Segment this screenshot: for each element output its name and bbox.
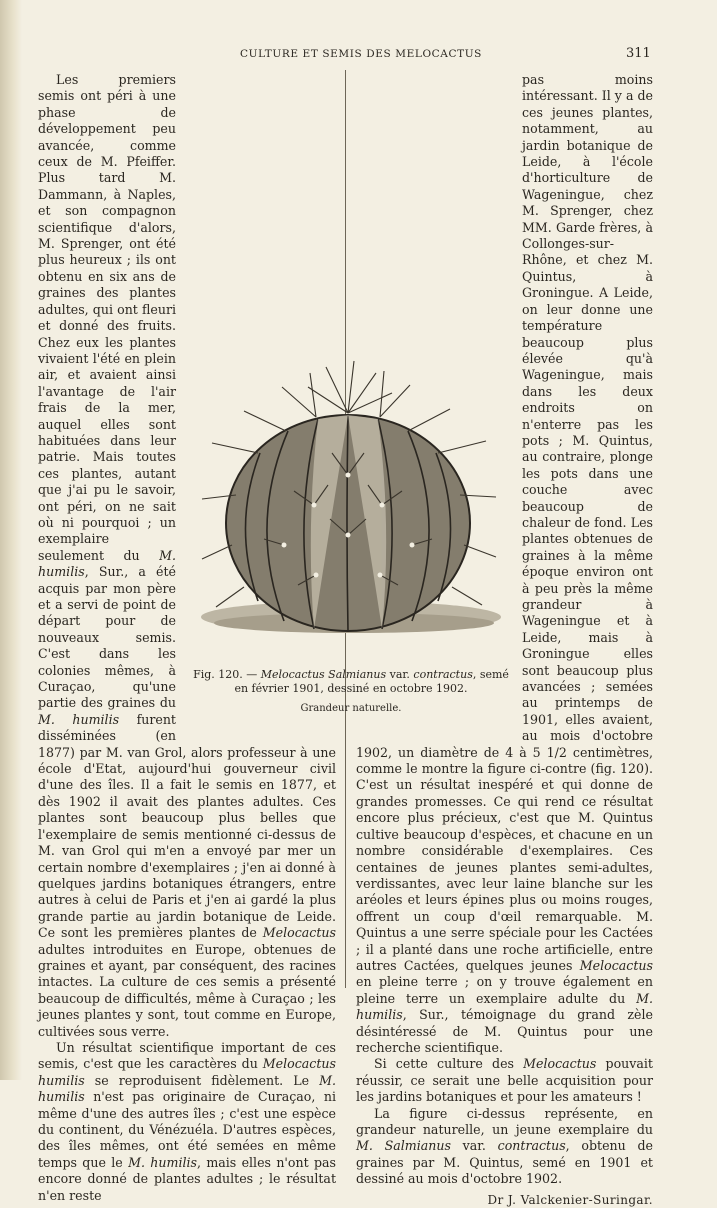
right-paragraph-2: Si cette culture des Melocactus pouvait réussir, ce serait une belle acquisition pour les jardins botaniques et pour les amateurs !: [356, 1056, 653, 1105]
page-number: 311: [626, 46, 651, 61]
running-head: [0, 48, 717, 64]
left-paragraph-2: Un résultat scientifique important de ces semis, c'est que les caractères du Melocactus humilis se reproduisent fidèlement. Le M. humilis n'est pas originaire de Curaçao, ni même d'une des autres îles ; c'est une espèce du continent, du Vénézuéla. D'autres espèces, des îles mêmes, ont été semées en même temps que le M. humilis, mais elles n'ont pas encore donné de plantes adultes ; le résultat n'en reste: [38, 1039, 336, 1203]
figure-scale-note: Grandeur naturelle.: [300, 703, 402, 714]
cactus-illustration: [196, 355, 506, 645]
right-paragraph-1: pas moins intéressant. Il y a de ces jeunes plantes, notamment, au jardin botanique de Leide, à l'école d'horticulture de Wageningue, chez M. Sprenger, chez MM. Garde frères, à Collonges-sur-Rhône, et chez M. Quintus, à Groningue. A Leide, on leur donne une température beaucoup plus élevée qu'à Wageningue, mais dans les deux endroits on n'enterre pas les pots ; M. Quintus, au contraire, plonge les pots dans une couche avec beaucoup de chaleur de fond. Les plantes obtenues de graines à la même époque environ ont à peu près la même grandeur à Wageningue et à Leide, mais à Groningue elles sont beaucoup plus avancées ; semées au printemps de 1901, elles avaient, au mois d'octobre 1902, un diamètre de 4 à 5 1/2 centimètres, comme le montre la figure ci-contre (fig. 120). C'est un résultat inespéré et qui donne de grandes promesses. Ce qui rend ce résultat encore plus précieux, c'est que M. Quintus cultive beaucoup d'espèces, et chacune en un nombre considérable d'exemplaires. Ces centaines de jeunes plantes semi-adultes, verdissantes, avec leur laine blanche sur les aréoles et leurs épines plus ou moins rouges, offrent un coup d'œil remarquable. M. Quintus a une serre spéciale pour les Cactées ; il a planté dans une roche artificielle, entre autres Cactées, quelques jeunes Melocactus en pleine terre ; on y trouve également en pleine terre un exemplaire adulte du M. humilis, Sur., témoignage du grand zèle désintéressé de M. Quintus pour une recherche scientifique.: [356, 72, 653, 1055]
book-spine-shadow: [0, 0, 22, 1080]
right-paragraph-3: La figure ci-dessus représente, en grandeur naturelle, un jeune exemplaire du M. Salmianus var. contractus, obtenu de graines par M. Quintus, semé en 1901 et dessiné au mois d'octobre 1902.: [356, 1105, 653, 1187]
cactus-engraving-icon: [196, 355, 506, 645]
running-title: CULTURE ET SEMIS DES MELOCACTUS: [240, 48, 482, 60]
figure-caption: Fig. 120. — Melocactus Salmianus var. contractus, semé en février 1901, dessiné en octobre 1902. Grandeur naturelle.: [190, 668, 512, 716]
signature: Dr J. Valckenier-Suringar.: [487, 1192, 653, 1207]
left-paragraph-1: Les premiers semis ont péri à une phase de développement peu avancée, comme ceux de M. Pfeiffer. Plus tard M. Dammann, à Naples, et son compagnon scientifique d'alors, M. Sprenger, ont été plus heureux ; ils ont obtenu en six ans de graines des plantes adultes, qui ont fleuri et donné des fruits. Chez eux les plantes vivaient l'été en plein air, et avaient ainsi l'avantage de l'air frais de la mer, auquel elles sont habituées dans leur patrie. Mais toutes ces plantes, autant que j'ai pu le savoir, ont péri, on ne sait où ni pourquoi ; un exemplaire seulement du M. humilis, Sur., a été acquis par mon père et a servi de point de départ pour de nouveaux semis. C'est dans les colonies mêmes, à Curaçao, qu'une partie des graines du M. humilis furent disséminées (en 1877) par M. van Grol, alors professeur à une école d'Etat, aujourd'hui gouverneur civil d'une des îles. Il a fait le semis en 1877, et dès 1902 il avait des plantes adultes. Ces plantes sont beaucoup plus belles que l'exemplaire de semis mentionné ci-dessus de M. van Grol qui m'en a envoyé par mer un certain nombre d'exemplaires ; j'en ai donné à quelques jardins botaniques étrangers, entre autres à celui de Paris et j'en ai gardé la plus grande partie au jardin botanique de Leide. Ce sont les premières plantes de Melocactus adultes introduites en Europe, obtenues de graines et ayant, par conséquent, des racines intactes. La culture de ces semis a présenté beaucoup de difficultés, même à Curaçao ; les jeunes plantes y sont, tout comme en Europe, cultivées sous verre.: [38, 72, 336, 1039]
